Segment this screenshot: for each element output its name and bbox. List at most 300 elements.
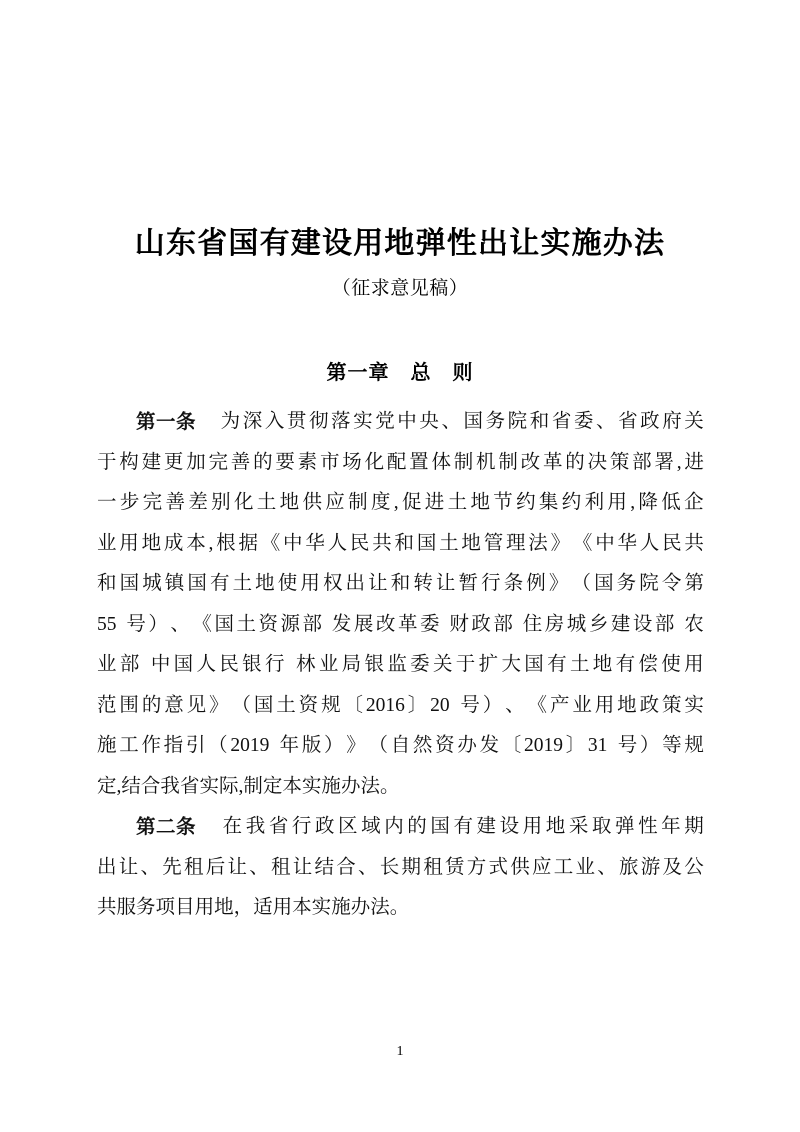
text-run: 署 xyxy=(654,451,674,473)
text-run: 资 xyxy=(258,613,278,635)
text-run: 政 xyxy=(471,613,491,635)
text-run: 管 xyxy=(483,532,504,554)
text-run: 中 xyxy=(150,654,171,675)
text-run: 实 xyxy=(199,775,219,797)
text-run: 局 xyxy=(341,654,362,675)
text-run: 工 xyxy=(553,856,574,878)
text-run: 地 xyxy=(545,816,566,837)
text-line xyxy=(97,686,704,727)
text-run: 机 xyxy=(476,451,496,473)
text-run: 国 xyxy=(214,613,234,635)
text-run: 我 xyxy=(245,816,266,837)
text-run: 有 xyxy=(615,654,636,675)
text-run xyxy=(442,605,447,646)
text-run: 地 xyxy=(255,573,275,594)
text-run: 部 xyxy=(493,613,513,635)
text-run: 目 xyxy=(175,897,195,918)
text-run: 房 xyxy=(544,613,565,635)
text-run: 及 xyxy=(662,856,683,878)
text-run: 旅 xyxy=(619,856,639,878)
text-run: 法 xyxy=(370,897,390,918)
text-run: 央 xyxy=(419,411,439,432)
text-run: 、 xyxy=(505,694,525,716)
text-run: 置 xyxy=(409,451,429,473)
text-run: 贯 xyxy=(286,411,307,432)
text-run xyxy=(610,726,615,767)
text-run: 国 xyxy=(187,573,207,594)
article-label-gap xyxy=(200,807,220,848)
text-run: 国 xyxy=(119,573,140,594)
document-title: 山东省国有建设用地弹性出让实施办法 xyxy=(134,227,666,260)
text-run: （ xyxy=(571,573,591,594)
text-run: 乡 xyxy=(588,613,609,635)
text-run: 施 xyxy=(97,735,117,756)
text-run: ） xyxy=(482,694,503,716)
text-run: 《 xyxy=(527,694,548,716)
text-run: 更 xyxy=(163,451,184,473)
text-run: 银 xyxy=(242,654,262,675)
text-run: 适 xyxy=(253,897,273,918)
text-run: 和 xyxy=(529,411,550,432)
text-run: 先 xyxy=(162,856,182,878)
text-run: 工 xyxy=(119,735,139,756)
text-run: 的 xyxy=(407,816,427,837)
article-label: 第二条 xyxy=(136,816,197,838)
text-run: 用 xyxy=(607,492,627,513)
text-run: 降 xyxy=(638,492,658,513)
text-run: 改 xyxy=(520,451,541,473)
text-run: , xyxy=(393,492,399,513)
text-run: （ xyxy=(208,735,228,756)
text-run: 实 xyxy=(311,897,332,918)
text-run: 共 xyxy=(97,897,117,918)
text-run: 转 xyxy=(413,573,433,594)
text-run: 中 xyxy=(595,532,615,554)
text-run: 2016 xyxy=(365,694,405,716)
text-run: 方 xyxy=(466,856,487,878)
text-run: 革 xyxy=(397,613,418,635)
text-run: 源 xyxy=(280,613,300,635)
text-run: 2019 xyxy=(524,735,563,756)
text-run: 化 xyxy=(233,492,254,513)
text-run: 土 xyxy=(439,532,459,554)
text-run: 版 xyxy=(301,735,322,756)
text-run: 指 xyxy=(163,735,184,756)
text-line xyxy=(97,848,704,889)
text-run: 院 xyxy=(639,573,659,594)
text-run: 》 xyxy=(346,735,366,756)
text-run: 林 xyxy=(296,654,316,675)
text-run: 发 xyxy=(331,613,352,635)
text-run: 建 xyxy=(141,451,162,473)
text-run: 业 xyxy=(97,654,117,675)
text-run: 行 xyxy=(264,654,285,675)
text-run: 约 xyxy=(516,492,536,513)
text-run: 的 xyxy=(565,451,585,473)
text-run: 等 xyxy=(662,735,682,756)
text-run: 国 xyxy=(524,654,544,675)
text-run: 省 xyxy=(268,816,289,837)
text-run: 土 xyxy=(236,613,256,635)
text-run: 让 xyxy=(435,573,456,594)
text-run: 大 xyxy=(501,654,521,675)
text-run: 产 xyxy=(549,694,570,716)
text-run: 理 xyxy=(506,532,526,554)
text-run: 构 xyxy=(119,451,139,473)
text-run: 的 xyxy=(141,694,162,716)
text-run: 、 xyxy=(597,856,617,878)
text-run: 建 xyxy=(610,613,631,635)
text-run: 业 xyxy=(575,856,596,878)
text-line xyxy=(97,564,704,605)
text-run: 行 xyxy=(291,816,312,837)
text-run: 部 xyxy=(302,613,323,635)
text-run: 建 xyxy=(476,816,497,837)
text-run: 关 xyxy=(684,411,704,432)
text-run: 府 xyxy=(662,411,682,432)
text-run: 办 xyxy=(340,775,361,797)
text-run: 制 xyxy=(498,451,518,473)
text-run: 务 xyxy=(616,573,637,594)
text-run: 结 xyxy=(121,775,141,797)
text-run: 地 xyxy=(617,694,637,716)
text-run: 民 xyxy=(349,532,370,554)
text-run: 引 xyxy=(185,735,206,756)
text-run: 长 xyxy=(379,856,400,878)
text-run: 人 xyxy=(196,654,217,675)
text-run: 2019 xyxy=(230,735,270,756)
text-run: 为 xyxy=(220,411,241,432)
text-run: 本 xyxy=(292,897,312,918)
text-run: 要 xyxy=(275,451,295,473)
text-run: 取 xyxy=(591,816,612,837)
text-run: 制 xyxy=(243,775,263,797)
text-line xyxy=(97,483,704,524)
text-run: 实 xyxy=(684,694,704,716)
text-run: 应 xyxy=(532,856,552,878)
text-run: 加 xyxy=(186,451,206,473)
text-run: 然 xyxy=(412,735,433,756)
text-run: 地 xyxy=(141,532,162,554)
text-run: 后 xyxy=(205,856,226,878)
text-run: 有 xyxy=(547,654,567,675)
text-run: 和 xyxy=(390,573,411,594)
text-run: 业 xyxy=(97,532,117,554)
text-run: 化 xyxy=(364,451,385,473)
text-run: 国 xyxy=(416,532,437,554)
text-run: 人 xyxy=(639,532,660,554)
text-run: 中 xyxy=(283,532,303,554)
text-run xyxy=(325,605,330,646)
text-run: 成 xyxy=(163,532,184,554)
text-run: 促 xyxy=(401,492,422,513)
text-run: 地 xyxy=(214,897,234,918)
text-run: 和 xyxy=(97,573,117,594)
text-run: 素 xyxy=(297,451,318,473)
text-run: 让 xyxy=(368,573,388,594)
text-run: 善 xyxy=(165,492,185,513)
text-run: 财 xyxy=(449,613,469,635)
text-line xyxy=(97,645,704,686)
text-run: 年 xyxy=(279,735,300,756)
text-run: 于 xyxy=(455,654,476,675)
text-run: 地 xyxy=(461,532,481,554)
text-run: 例 xyxy=(526,573,546,594)
text-run: 业 xyxy=(318,654,339,675)
text-run: 委 xyxy=(573,411,594,432)
text-run: 。 xyxy=(389,897,410,918)
text-run: 年 xyxy=(661,816,681,837)
text-run: 《 xyxy=(572,532,593,554)
text-run: 赁 xyxy=(445,856,465,878)
text-run: 、 xyxy=(358,856,378,878)
text-run: 党 xyxy=(375,411,395,432)
text-run: 使 xyxy=(661,654,681,675)
text-run: 进 xyxy=(424,492,445,513)
text-run: 条 xyxy=(503,573,524,594)
text-run: 采 xyxy=(568,816,589,837)
text-run: 式 xyxy=(488,856,509,878)
text-run: 区 xyxy=(338,816,358,837)
text-run: 省 xyxy=(179,775,200,797)
text-run: 法 xyxy=(360,775,380,797)
text-run: 围 xyxy=(119,694,139,716)
text-run: 设 xyxy=(632,613,653,635)
text-run: 农 xyxy=(684,613,704,635)
text-run: 号 xyxy=(460,694,480,716)
text-run: 用 xyxy=(272,897,293,918)
text-run: 根 xyxy=(216,532,236,554)
text-run: 委 xyxy=(410,654,430,675)
text-run: 镇 xyxy=(164,573,185,594)
text-run: ） xyxy=(639,735,660,756)
text-run: 暂 xyxy=(458,573,479,594)
text-run: 用 xyxy=(684,654,704,675)
text-run: 租 xyxy=(423,856,443,878)
text-run: 规 xyxy=(684,735,704,756)
text-run: 部 xyxy=(119,654,140,675)
text-run: 土 xyxy=(256,492,277,513)
text-run: 域 xyxy=(361,816,381,837)
text-run: 策 xyxy=(609,451,630,473)
text-run: 号 xyxy=(126,613,146,635)
text-run: 地 xyxy=(279,492,300,513)
text-run: 差 xyxy=(188,492,208,513)
text-run: 企 xyxy=(684,492,704,513)
text-run: 》 xyxy=(550,532,571,554)
text-run: 政 xyxy=(639,694,660,716)
text-run: 别 xyxy=(211,492,231,513)
text-run: 体 xyxy=(431,451,451,473)
text-run: 利 xyxy=(584,492,605,513)
text-run: 政 xyxy=(314,816,335,837)
text-run: 见 xyxy=(186,694,207,716)
articles-container xyxy=(97,402,704,929)
text-run: 委 xyxy=(419,613,440,635)
text-run: 游 xyxy=(640,856,661,878)
text-run: 改 xyxy=(375,613,396,635)
text-run: 期 xyxy=(684,816,704,837)
text-run: 〔 xyxy=(343,694,363,716)
text-run: 土 xyxy=(569,654,590,675)
text-run: 〔 xyxy=(501,735,522,756)
text-run: 号 xyxy=(617,735,638,756)
text-run: 资 xyxy=(435,735,455,756)
text-run: 《 xyxy=(192,613,212,635)
text-run: 意 xyxy=(164,694,184,716)
text-run: 法 xyxy=(528,532,548,554)
text-run: 深 xyxy=(242,411,263,432)
text-run: , xyxy=(208,532,214,554)
text-run: 、 xyxy=(170,613,190,635)
text-run: 租 xyxy=(271,856,291,878)
text-run: 据 xyxy=(238,532,258,554)
text-run: ， xyxy=(233,897,254,918)
text-run: 完 xyxy=(208,451,228,473)
text-run: 省 xyxy=(551,411,572,432)
text-run: 一 xyxy=(97,492,117,513)
text-run: 实 xyxy=(301,775,322,797)
article-paragraph xyxy=(97,402,704,807)
text-run: 展 xyxy=(353,613,374,635)
text-run: 的 xyxy=(253,451,273,473)
text-run: , xyxy=(630,492,636,513)
text-line xyxy=(97,605,704,646)
text-run: 让 xyxy=(227,856,248,878)
article-paragraph xyxy=(97,807,704,929)
text-run: 办 xyxy=(457,735,477,756)
text-run: 用 xyxy=(300,573,320,594)
text-run: 人 xyxy=(327,532,348,554)
text-run: 。 xyxy=(379,775,400,797)
text-run: 出 xyxy=(345,573,366,594)
text-run: 城 xyxy=(566,613,587,635)
text-run: 彻 xyxy=(308,411,329,432)
document-body xyxy=(97,402,704,929)
text-run: 场 xyxy=(342,451,362,473)
text-run: 31 xyxy=(587,735,608,756)
text-line xyxy=(97,402,704,443)
text-run: , xyxy=(116,775,122,797)
text-run: 革 xyxy=(542,451,563,473)
text-run: 应 xyxy=(325,492,345,513)
text-run xyxy=(119,605,124,646)
text-run: 弹 xyxy=(614,816,635,837)
article-label: 第一条 xyxy=(136,411,197,433)
text-run: 务 xyxy=(485,411,506,432)
page-number: 1 xyxy=(396,1044,404,1059)
text-run: 土 xyxy=(447,492,468,513)
text-run: 集 xyxy=(538,492,559,513)
text-line xyxy=(97,524,704,565)
text-run: 偿 xyxy=(638,654,658,675)
text-run: 20 xyxy=(430,694,450,716)
text-run: 国 xyxy=(253,694,274,716)
text-run: 国 xyxy=(430,816,450,837)
text-run: 低 xyxy=(661,492,681,513)
text-run: 民 xyxy=(662,532,682,554)
text-run: 、 xyxy=(595,411,616,432)
text-run xyxy=(143,645,148,686)
text-run: 让 xyxy=(118,856,139,878)
text-run: 施 xyxy=(321,775,341,797)
text-run: 和 xyxy=(394,532,415,554)
text-run: 际 xyxy=(218,775,239,797)
text-run: 作 xyxy=(141,735,161,756)
text-run: 部 xyxy=(632,451,652,473)
text-run: 务 xyxy=(136,897,156,918)
text-run: 落 xyxy=(331,411,351,432)
text-run: 性 xyxy=(638,816,658,837)
text-run: 配 xyxy=(386,451,407,473)
text-run: 住 xyxy=(522,613,543,635)
text-run: 完 xyxy=(142,492,163,513)
text-run: 扩 xyxy=(478,654,499,675)
text-run: ） xyxy=(148,613,168,635)
text-run: 地 xyxy=(592,654,613,675)
text-run xyxy=(453,686,458,727)
text-run: 使 xyxy=(277,573,298,594)
text-run: 租 xyxy=(184,856,204,878)
text-run: 行 xyxy=(481,573,501,594)
text-line xyxy=(97,888,704,929)
text-run: 部 xyxy=(654,613,675,635)
text-run: 于 xyxy=(97,451,117,473)
text-run: 、 xyxy=(140,856,161,878)
text-run: 制 xyxy=(348,492,368,513)
text-run: 华 xyxy=(305,532,325,554)
text-run: 让 xyxy=(292,856,313,878)
text-run: 地 xyxy=(470,492,490,513)
text-run: 供 xyxy=(510,856,530,878)
text-run: 合 xyxy=(336,856,356,878)
text-run: 范 xyxy=(97,694,117,716)
text-run: 策 xyxy=(661,694,682,716)
text-run: 在 xyxy=(222,816,243,837)
text-run: 资 xyxy=(298,694,319,716)
text-run: 》 xyxy=(548,573,569,594)
text-run: 、 xyxy=(441,411,461,432)
text-run: 设 xyxy=(499,816,520,837)
text-run: 关 xyxy=(432,654,453,675)
text-run: 节 xyxy=(493,492,513,513)
text-run: 城 xyxy=(142,573,162,594)
text-run: 、 xyxy=(249,856,269,878)
text-run: 业 xyxy=(572,694,592,716)
text-run: 市 xyxy=(319,451,340,473)
text-run: 合 xyxy=(140,775,161,797)
document-subtitle: （征求意见稿） xyxy=(331,278,469,299)
text-run: 施 xyxy=(331,897,351,918)
text-run: 有 xyxy=(209,573,230,594)
text-run: 《 xyxy=(260,532,281,554)
text-run: 定 xyxy=(262,775,283,797)
text-run: 规 xyxy=(321,694,341,716)
text-run xyxy=(677,605,682,646)
text-line xyxy=(97,443,704,484)
text-run: 〕 xyxy=(407,694,428,716)
text-run: 用 xyxy=(194,897,215,918)
text-run: 办 xyxy=(350,897,371,918)
text-run: 结 xyxy=(314,856,335,878)
text-run: 共 xyxy=(684,532,704,554)
text-run: 制 xyxy=(453,451,474,473)
text-run: 出 xyxy=(97,856,117,878)
text-run: 服 xyxy=(116,897,137,918)
text-run: 土 xyxy=(232,573,253,594)
text-run: 共 xyxy=(372,532,392,554)
text-run: 》 xyxy=(209,694,229,716)
